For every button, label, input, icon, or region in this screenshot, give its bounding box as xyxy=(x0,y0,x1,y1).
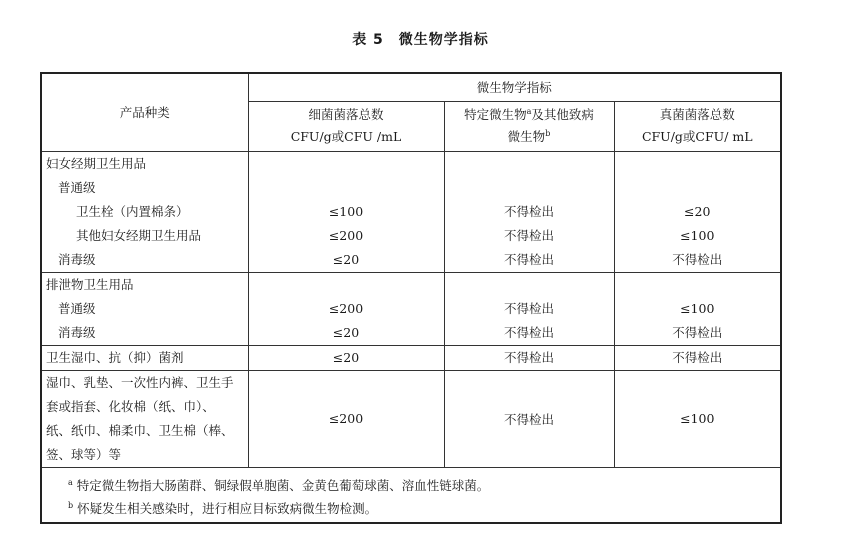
fungi-value: 不得检出 xyxy=(614,345,781,370)
fungi-value: ≤20 ≤100 不得检出 xyxy=(614,151,781,272)
row-label: 卫生湿巾、抗（抑）菌剂 xyxy=(41,345,248,370)
row-label: 湿巾、乳垫、一次性内裤、卫生手 套或指套、化妆棉（纸、巾）、 纸、纸巾、棉柔巾、卫生棉（棒、 签、球等）等 xyxy=(41,370,248,467)
bacteria-value: ≤200 ≤20 xyxy=(248,272,444,345)
specific-microbe-value: 不得检出 不得检出 xyxy=(444,272,614,345)
footnote-b: $^b$ 怀疑发生相关感染时，进行相应目标致病微生物检测。 xyxy=(68,500,378,516)
specific-microbe-value: 不得检出 xyxy=(444,345,614,370)
microbiology-table xyxy=(40,72,782,524)
bacteria-value: ≤100 ≤200 ≤20 xyxy=(248,151,444,272)
table-row-group xyxy=(41,272,781,345)
specific-microbe-header: 特定微生物$^a$及其他致病 微生物$^b$ xyxy=(444,101,614,151)
table-row-group xyxy=(41,345,781,370)
table-title: 表 5 微生物学指标 xyxy=(352,32,489,48)
bacteria-value: ≤200 xyxy=(248,370,444,467)
table-row xyxy=(41,370,781,467)
row-label: 排泄物卫生用品 普通级 消毒级 xyxy=(41,272,248,345)
product-category-header: 产品种类 xyxy=(41,73,248,151)
footnotes xyxy=(41,467,781,523)
bacteria-value: ≤20 xyxy=(248,345,444,370)
row-label: 妇女经期卫生用品 普通级 卫生栓（内置棉条） 其他妇女经期卫生用品 消毒级 xyxy=(41,151,248,272)
microbiology-group-header: 微生物学指标 xyxy=(248,73,781,101)
specific-microbe-value: 不得检出 xyxy=(444,370,614,467)
specific-microbe-value: 不得检出 不得检出 不得检出 xyxy=(444,151,614,272)
bacteria-count-header: 细菌菌落总数 CFU/g或CFU /mL xyxy=(248,101,444,151)
fungi-value: ≤100 xyxy=(614,370,781,467)
fungi-value: ≤100 不得检出 xyxy=(614,272,781,345)
table-row-group xyxy=(41,151,781,272)
footnotes-row xyxy=(41,467,781,523)
fungi-count-header: 真菌菌落总数 CFU/g或CFU/ mL xyxy=(614,101,781,151)
footnote-a: $^a$ 特定微生物指大肠菌群、铜绿假单胞菌、金黄色葡萄球菌、溶血性链球菌。 xyxy=(68,477,490,493)
